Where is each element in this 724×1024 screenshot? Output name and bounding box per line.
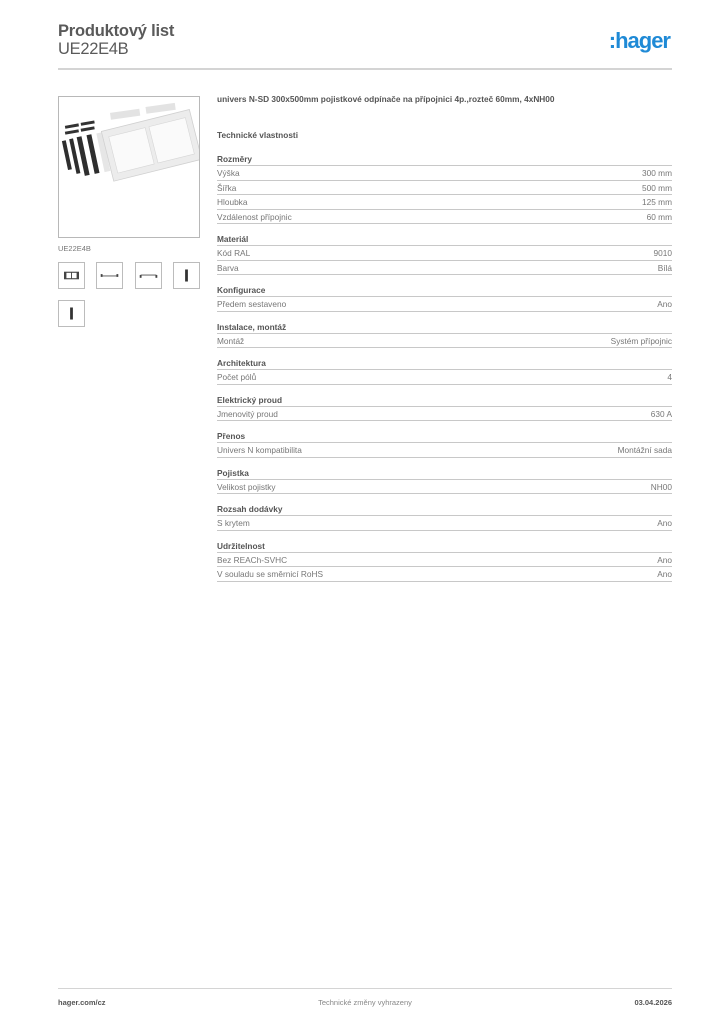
spec-label: Počet pólů: [217, 372, 257, 382]
side-view-alt-drawing-icon: [59, 301, 84, 326]
document-date: 03.04.2026: [634, 998, 672, 1007]
section-configuration: [217, 284, 672, 312]
spec-row: [217, 297, 672, 312]
section-title: Konfigurace: [217, 284, 672, 297]
spec-value: Bílá: [657, 262, 672, 273]
page-header: [58, 22, 672, 70]
spec-value: 4: [667, 372, 672, 382]
hager-logo: :hager: [608, 28, 670, 53]
thumbnail-side-view-alt[interactable]: [58, 300, 85, 327]
product-description: univers N-SD 300x500mm pojistkové odpínače na přípojnici 4p.,rozteč 60mm, 4xNH00: [217, 94, 555, 104]
spec-value: Ano: [657, 518, 672, 528]
section-electric-current: [217, 394, 672, 422]
spec-label: Výška: [217, 168, 240, 178]
section-sustainability: [217, 540, 672, 582]
section-architecture: [217, 357, 672, 385]
spec-label: Montáž: [217, 335, 245, 346]
product-photo-icon: [59, 97, 199, 237]
spec-value: 300 mm: [642, 168, 672, 178]
section-title: Rozsah dodávky: [217, 503, 672, 516]
spec-label: Barva: [217, 262, 239, 273]
spec-value: 630 A: [650, 408, 672, 419]
thumbnail-bottom-view[interactable]: [135, 262, 162, 289]
spec-value: Ano: [657, 569, 672, 579]
section-dimensions: [217, 153, 672, 224]
section-scope-of-delivery: [217, 503, 672, 531]
spec-label: S krytem: [217, 518, 250, 528]
section-transmission: [217, 430, 672, 458]
spec-value: 500 mm: [642, 182, 672, 193]
section-title: Elektrický proud: [217, 394, 672, 407]
spec-value: Systém přípojnic: [610, 335, 672, 346]
product-image-caption: UE22E4B: [58, 244, 91, 253]
spec-row: [217, 210, 672, 225]
section-title: Instalace, montáž: [217, 321, 672, 334]
spec-row: [217, 181, 672, 196]
section-title: Pojistka: [217, 467, 672, 480]
spec-value: 60 mm: [646, 211, 672, 222]
spec-value: 9010: [653, 248, 672, 258]
spec-value: Ano: [657, 299, 672, 309]
thumbnail-side-view[interactable]: [173, 262, 200, 289]
product-code: UE22E4B: [58, 40, 129, 58]
spec-label: Vzdálenost přípojnic: [217, 211, 292, 222]
spec-label: Kód RAL: [217, 248, 251, 258]
spec-label: Předem sestaveno: [217, 299, 287, 309]
spec-label: Jmenovitý proud: [217, 408, 278, 419]
spec-row: [217, 195, 672, 210]
section-title: Architektura: [217, 357, 672, 370]
spec-value: Montážní sada: [617, 445, 672, 455]
side-view-drawing-icon: [174, 263, 199, 288]
product-image[interactable]: [58, 96, 200, 238]
footer-divider: [58, 988, 672, 989]
spec-label: Hloubka: [217, 197, 248, 207]
spec-row: [217, 407, 672, 422]
thumbnail-front-view[interactable]: [58, 262, 85, 289]
document-title: Produktový list: [58, 22, 175, 40]
section-title: Rozměry: [217, 153, 672, 166]
spec-label: Velikost pojistky: [217, 481, 276, 492]
technical-properties-heading: Technické vlastnosti: [217, 130, 298, 140]
thumbnail-top-view[interactable]: [96, 262, 123, 289]
section-title: Udržitelnost: [217, 540, 672, 553]
technical-changes-notice: Technické změny vyhrazeny: [318, 998, 412, 1007]
bottom-view-drawing-icon: [136, 263, 161, 288]
spec-row: [217, 166, 672, 181]
section-material: [217, 233, 672, 275]
spec-label: V souladu se směrnicí RoHS: [217, 569, 324, 579]
spec-label: Bez REACh-SVHC: [217, 554, 288, 565]
spec-row: [217, 567, 672, 582]
section-installation: [217, 321, 672, 349]
section-fuse: [217, 467, 672, 495]
spec-label: Univers N kompatibilita: [217, 445, 302, 455]
spec-row: [217, 370, 672, 385]
spec-row: [217, 334, 672, 349]
technical-specifications: [217, 92, 672, 591]
website-link[interactable]: hager.com/cz: [58, 998, 106, 1007]
spec-label: Šířka: [217, 182, 237, 193]
spec-row: [217, 443, 672, 458]
section-title: Materiál: [217, 233, 672, 246]
section-title: Přenos: [217, 430, 672, 443]
spec-value: Ano: [657, 554, 672, 565]
top-view-drawing-icon: [97, 263, 122, 288]
spec-row: [217, 261, 672, 276]
spec-row: [217, 246, 672, 261]
spec-row: [217, 516, 672, 531]
spec-value: 125 mm: [642, 197, 672, 207]
spec-value: NH00: [650, 481, 672, 492]
spec-row: [217, 480, 672, 495]
spec-row: [217, 553, 672, 568]
front-view-drawing-icon: [59, 263, 84, 288]
header-divider: [58, 68, 672, 70]
